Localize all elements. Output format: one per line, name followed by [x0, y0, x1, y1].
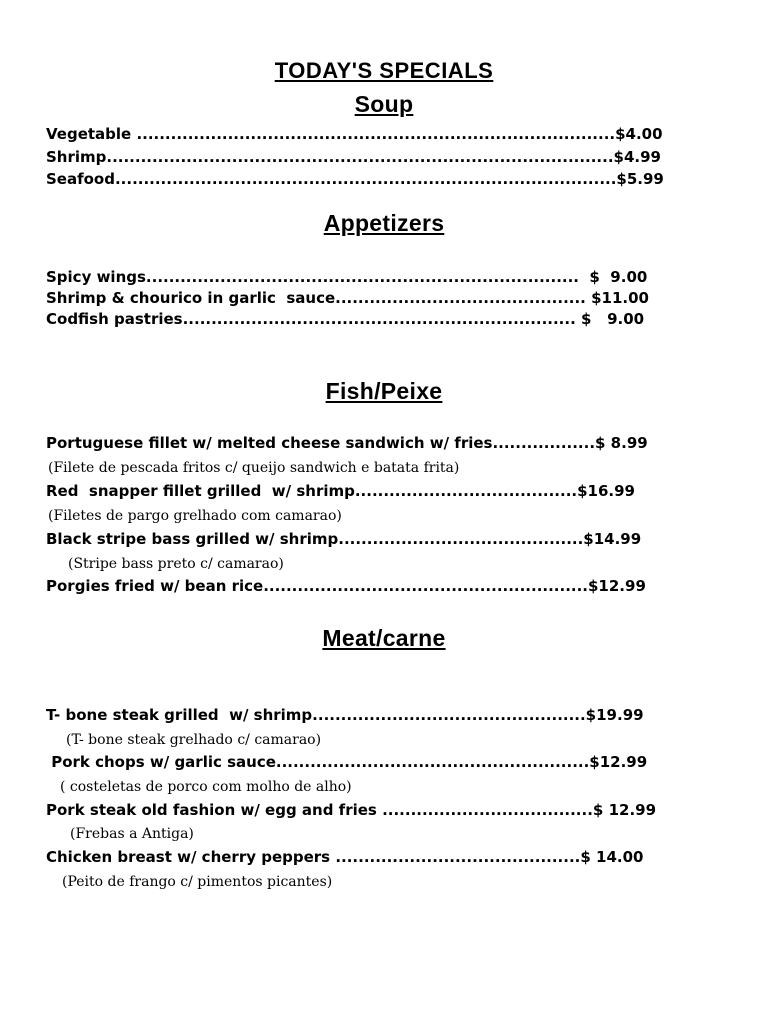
menu-item: Codfish pastries..................................................................... $ 9.00 — [46, 310, 645, 328]
menu-item: Vegetable ....................................................................................$4.00 — [46, 125, 663, 143]
section-heading-fish: Fish/Peixe — [325, 378, 443, 404]
page-title: TODAY'S SPECIALS — [274, 58, 494, 83]
menu-item-translation: ( costeletas de porco com molho de alho) — [60, 779, 352, 795]
menu-item: T- bone steak grilled w/ shrimp................................................$19.99 — [46, 706, 644, 724]
menu-item-translation: (Filetes de pargo grelhado com camarao) — [48, 508, 342, 524]
menu-item: Seafood........................................................................................$5.99 — [46, 170, 664, 188]
menu-item: Shrimp & chourico in garlic sauce............................................ $11.00 — [46, 289, 649, 307]
menu-item: Shrimp.........................................................................................$4.99 — [46, 148, 661, 166]
section-heading-appetizers: Appetizers — [323, 210, 445, 236]
menu-item: Portuguese fillet w/ melted cheese sandwich w/ fries..................$ 8.99 — [46, 434, 648, 452]
menu-item: Pork steak old fashion w/ egg and fries .....................................$ 12.99 — [46, 801, 657, 819]
menu-item: Black stripe bass grilled w/ shrimp...........................................$14.99 — [46, 530, 642, 548]
menu-item: Chicken breast w/ cherry peppers ...........................................$ 14.00 — [46, 848, 644, 866]
menu-item: Spicy wings............................................................................ $ 9.00 — [46, 268, 648, 286]
menu-item-translation: (Frebas a Antiga) — [70, 826, 194, 842]
menu-item: Red snapper fillet grilled w/ shrimp.......................................$16.99 — [46, 482, 635, 500]
section-heading-meat: Meat/carne — [322, 625, 446, 651]
menu-item: Porgies fried w/ bean rice.........................................................$12.99 — [46, 577, 646, 595]
section-heading-soup: Soup — [354, 91, 414, 117]
menu-item-translation: (Filete de pescada fritos c/ queijo sandwich e batata frita) — [48, 460, 460, 476]
menu-item: Pork chops w/ garlic sauce.......................................................$12.99 — [46, 753, 648, 771]
menu-item-translation: (Peito de frango c/ pimentos picantes) — [62, 874, 333, 890]
menu-item-translation: (T- bone steak grelhado c/ camarao) — [66, 732, 322, 748]
menu-item-translation: (Stripe bass preto c/ camarao) — [68, 556, 284, 572]
